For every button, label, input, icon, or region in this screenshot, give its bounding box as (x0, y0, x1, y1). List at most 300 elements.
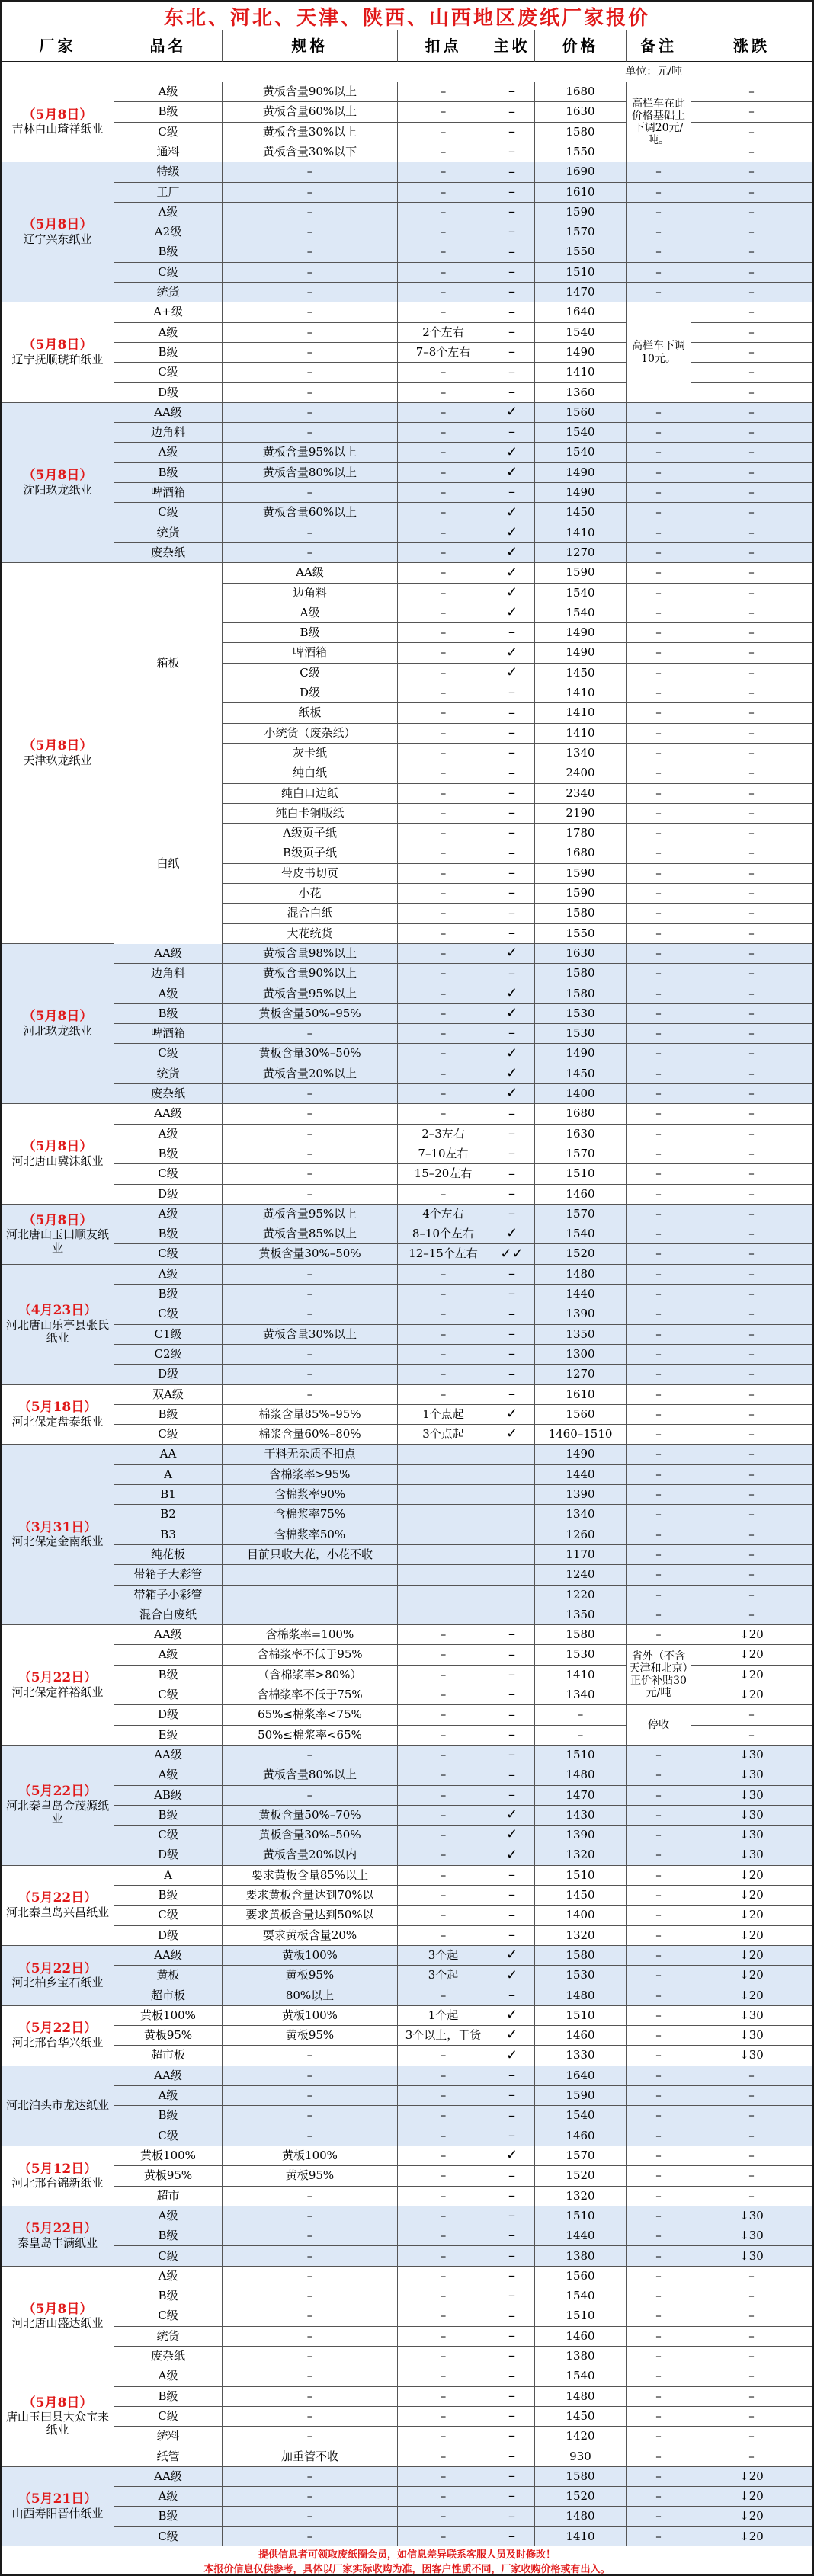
price-cell: 1540 (535, 423, 627, 443)
main-cell: ✓ (489, 403, 535, 423)
change-cell: – (691, 1365, 812, 1384)
item-cell: C级 (114, 1826, 223, 1845)
deduct-cell: – (398, 2086, 489, 2106)
main-cell: – (489, 1685, 535, 1705)
main-cell: – (489, 1345, 535, 1365)
note-cell: – (627, 2006, 691, 2026)
deduct-cell: – (398, 2106, 489, 2126)
change-cell: – (691, 2306, 812, 2326)
deduct-cell: – (398, 203, 489, 222)
spec-cell: – (223, 483, 398, 503)
main-cell: – (489, 1986, 535, 2006)
change-cell: – (691, 1325, 812, 1345)
main-cell: – (489, 1265, 535, 1285)
spec-cell: 黄板含量30%以下 (223, 142, 398, 162)
note-cell: – (627, 884, 691, 904)
main-cell: – (489, 2066, 535, 2086)
note-cell: – (627, 283, 691, 302)
change-cell: – (691, 1726, 812, 1746)
price-cell: 1570 (535, 2146, 627, 2166)
price-cell: 1490 (535, 643, 627, 663)
change-cell: – (691, 2427, 812, 2446)
note-cell: – (627, 744, 691, 763)
price-cell: 1560 (535, 2267, 627, 2286)
price-cell: 1540 (535, 2366, 627, 2386)
main-cell: – (489, 363, 535, 382)
item-cell: AA级 (114, 1625, 223, 1645)
deduct-cell: – (398, 603, 489, 623)
deduct-cell: – (398, 1345, 489, 1365)
spec-cell: 65%≤棉浆率<75% (223, 1705, 398, 1725)
change-cell: – (691, 2407, 812, 2427)
main-cell: – (489, 2507, 535, 2526)
deduct-cell: – (398, 403, 489, 423)
deduct-cell: – (398, 1004, 489, 1024)
price-date: （5月8日） (22, 468, 93, 484)
main-cell: – (489, 1926, 535, 1946)
change-cell: – (691, 1084, 812, 1104)
note-cell: – (627, 1485, 691, 1505)
deduct-cell: – (398, 744, 489, 763)
deduct-cell: – (398, 724, 489, 744)
spec-cell: – (223, 2267, 398, 2286)
spec-cell: 要求黄板含量85%以上 (223, 1866, 398, 1886)
change-cell: – (691, 1586, 812, 1605)
company-cell (2, 302, 114, 403)
deduct-cell: – (398, 904, 489, 923)
price-cell: 1530 (535, 1024, 627, 1044)
note-cell: 省外（不含天津和北京）正价补贴30元/吨 (627, 1645, 691, 1705)
item-cell: A级 (114, 1125, 223, 1144)
price-cell: 1450 (535, 664, 627, 683)
change-cell: ↓20 (691, 1625, 812, 1645)
price-cell: 1240 (535, 1565, 627, 1585)
price-cell: 1510 (535, 2006, 627, 2026)
price-cell: 1780 (535, 824, 627, 843)
main-cell: – (489, 703, 535, 723)
main-cell: ✓ (489, 1044, 535, 1064)
deduct-cell (398, 1445, 489, 1464)
price-cell: 1630 (535, 944, 627, 964)
note-cell: – (627, 1345, 691, 1365)
price-cell: 1680 (535, 1104, 627, 1124)
deduct-cell: – (398, 2166, 489, 2186)
price-cell: 1640 (535, 302, 627, 322)
main-cell (489, 1485, 535, 1505)
deduct-cell: – (398, 1625, 489, 1645)
deduct-cell (398, 1485, 489, 1505)
price-cell: 1540 (535, 603, 627, 623)
price-cell: 1390 (535, 1304, 627, 1324)
note-cell: – (627, 643, 691, 663)
price-cell: 1300 (535, 1345, 627, 1365)
main-cell: ✓ (489, 463, 535, 483)
note-cell: – (627, 1205, 691, 1224)
item-cell: A级 (114, 2086, 223, 2106)
note-cell: – (627, 1786, 691, 1806)
price-cell: 1350 (535, 1325, 627, 1345)
price-cell: 1680 (535, 82, 627, 102)
spec-cell: 黄板95% (223, 2026, 398, 2046)
item-cell: 统货 (114, 283, 223, 302)
change-cell: ↓30 (691, 2046, 812, 2066)
note-cell: – (627, 543, 691, 563)
deduct-cell: – (398, 463, 489, 483)
deduct-cell: 3个起 (398, 1966, 489, 1986)
item-cell: D级 (114, 383, 223, 403)
change-cell: ↓30 (691, 2006, 812, 2026)
main-cell: – (489, 2527, 535, 2547)
price-cell: 1450 (535, 503, 627, 523)
deduct-cell: – (398, 1826, 489, 1845)
item-cell: AA级 (223, 563, 398, 583)
price-date: （5月8日） (22, 338, 93, 354)
main-cell: – (489, 1365, 535, 1384)
header-main: 主收 (489, 30, 535, 62)
item-cell: B级 (223, 623, 398, 643)
deduct-cell: 12–15个左右 (398, 1244, 489, 1264)
deduct-cell: – (398, 483, 489, 503)
change-cell: – (691, 283, 812, 302)
change-cell: – (691, 1004, 812, 1024)
main-cell: – (489, 2366, 535, 2386)
spec-cell: – (223, 1746, 398, 1765)
spec-cell: 黄板100% (223, 1946, 398, 1966)
change-cell: – (691, 563, 812, 583)
change-cell: – (691, 864, 812, 884)
change-cell: ↓30 (691, 2026, 812, 2046)
price-cell: 930 (535, 2446, 627, 2466)
spec-cell: 黄板含量80%以上 (223, 1765, 398, 1785)
note-cell: – (627, 824, 691, 843)
change-cell: – (691, 1705, 812, 1725)
deduct-cell: – (398, 924, 489, 944)
deduct-cell (398, 1505, 489, 1525)
item-cell: B级 (114, 2507, 223, 2526)
change-cell: ↓20 (691, 1866, 812, 1886)
item-cell: B级 (114, 242, 223, 262)
change-cell: – (691, 463, 812, 483)
company-cell (2, 82, 114, 162)
price-cell: 1520 (535, 2166, 627, 2186)
price-cell: 1540 (535, 1224, 627, 1244)
deduct-cell: – (398, 1044, 489, 1064)
item-cell: A级 (114, 323, 223, 343)
price-cell: 1410 (535, 2527, 627, 2547)
deduct-cell (398, 1465, 489, 1485)
company-cell (2, 1445, 114, 1625)
main-cell: – (489, 724, 535, 744)
company-cell (2, 1385, 114, 1445)
spec-cell: 黄板含量30%–50% (223, 1044, 398, 1064)
change-cell: – (691, 142, 812, 162)
item-cell: 边角料 (114, 423, 223, 443)
main-cell: – (489, 763, 535, 783)
change-cell: – (691, 703, 812, 723)
deduct-cell: – (398, 1024, 489, 1044)
deduct-cell: – (398, 1886, 489, 1906)
note-cell: – (627, 1024, 691, 1044)
note-cell: – (627, 2306, 691, 2326)
item-cell: C1级 (114, 1325, 223, 1345)
price-cell: 1480 (535, 2387, 627, 2407)
note-cell: – (627, 2246, 691, 2266)
note-cell: – (627, 664, 691, 683)
spec-cell: – (223, 2126, 398, 2146)
spec-cell: – (223, 1786, 398, 1806)
change-cell: – (691, 383, 812, 403)
item-cell: A级 (114, 443, 223, 462)
spec-cell: 干料无杂质不扣点 (223, 1445, 398, 1464)
deduct-cell: 4个左右 (398, 1205, 489, 1224)
deduct-cell: – (398, 2327, 489, 2347)
deduct-cell: – (398, 1786, 489, 1806)
deduct-cell: – (398, 443, 489, 462)
item-cell: 纯白纸 (223, 763, 398, 783)
note-cell: – (627, 724, 691, 744)
main-cell: ✓ (489, 2046, 535, 2066)
note-cell: – (627, 2487, 691, 2507)
note-cell: – (627, 2066, 691, 2086)
main-cell: ✓ (489, 1826, 535, 1845)
note-cell: – (627, 924, 691, 944)
spec-cell: – (223, 302, 398, 322)
spec-cell: – (223, 2226, 398, 2246)
main-cell: – (489, 2487, 535, 2507)
item-cell: B级 (114, 1144, 223, 1164)
item-cell: B级 (114, 1806, 223, 1826)
company-cell (2, 944, 114, 1104)
deduct-cell: – (398, 383, 489, 403)
item-cell: A级 (114, 82, 223, 102)
price-cell: 1590 (535, 203, 627, 222)
item-cell: 黄板100% (114, 2146, 223, 2166)
deduct-cell: – (398, 2407, 489, 2427)
price-cell: 1570 (535, 1205, 627, 1224)
price-cell: 1540 (535, 2286, 627, 2306)
spec-cell: 黄板含量90%以上 (223, 964, 398, 984)
item-cell: A级 (114, 1265, 223, 1285)
change-cell: – (691, 1044, 812, 1064)
spec-cell: – (223, 1304, 398, 1324)
main-cell: – (489, 1125, 535, 1144)
change-cell: – (691, 1024, 812, 1044)
item-cell: B级 (114, 2387, 223, 2407)
note-cell: – (627, 1064, 691, 1084)
price-cell: 1580 (535, 984, 627, 1004)
price-cell: 1590 (535, 563, 627, 583)
category-cell: 白纸 (114, 763, 223, 964)
spec-cell: – (223, 183, 398, 203)
price-cell: 1410 (535, 363, 627, 382)
item-cell: B级 (114, 1285, 223, 1304)
change-cell: – (691, 1265, 812, 1285)
main-cell: ✓ (489, 1845, 535, 1865)
note-cell: – (627, 1405, 691, 1425)
company-name: 秦皇岛丰满纸业 (17, 2235, 98, 2250)
item-cell: 大花统货 (223, 924, 398, 944)
deduct-cell: – (398, 1666, 489, 1685)
item-cell: 超市板 (114, 2046, 223, 2066)
change-cell: – (691, 744, 812, 763)
main-cell: ✓ (489, 1224, 535, 1244)
spec-cell: 含棉浆率不低于95% (223, 1645, 398, 1665)
item-cell: B3 (114, 1525, 223, 1545)
item-cell: A级 (114, 2206, 223, 2226)
spec-cell: – (223, 1024, 398, 1044)
price-cell: 1580 (535, 1625, 627, 1645)
deduct-cell (398, 1545, 489, 1565)
price-cell: 1540 (535, 584, 627, 603)
main-cell: – (489, 383, 535, 403)
note-cell: – (627, 503, 691, 523)
change-cell: – (691, 443, 812, 462)
main-cell: – (489, 1906, 535, 1925)
price-cell: 1520 (535, 1244, 627, 1264)
company-cell (2, 2066, 114, 2146)
price-cell: 1340 (535, 1685, 627, 1705)
item-cell: B级 (114, 1666, 223, 1685)
change-cell: ↓20 (691, 1685, 812, 1705)
note-cell: – (627, 1986, 691, 2006)
note-cell: 高栏车在此价格基础上下调20元/吨。 (627, 82, 691, 162)
main-cell: ✓ (489, 584, 535, 603)
change-cell: – (691, 664, 812, 683)
deduct-cell: – (398, 183, 489, 203)
item-cell: 纸板 (223, 703, 398, 723)
deduct-cell: – (398, 2146, 489, 2166)
item-cell: 混合白废纸 (114, 1605, 223, 1625)
header-deduct: 扣点 (398, 30, 489, 62)
spec-cell: – (223, 2487, 398, 2507)
deduct-cell: – (398, 884, 489, 904)
change-cell: – (691, 1164, 812, 1184)
price-cell: 1540 (535, 323, 627, 343)
main-cell: – (489, 623, 535, 643)
change-cell: – (691, 1064, 812, 1084)
price-cell: 1610 (535, 183, 627, 203)
item-cell: C级 (114, 2306, 223, 2326)
deduct-cell: – (398, 1385, 489, 1405)
change-cell: – (691, 343, 812, 363)
price-cell: 1440 (535, 1465, 627, 1485)
main-cell: – (489, 744, 535, 763)
note-cell: – (627, 1304, 691, 1324)
price-cell: 1490 (535, 463, 627, 483)
spec-cell: 黄板含量95%以上 (223, 1205, 398, 1224)
change-cell: – (691, 363, 812, 382)
change-cell: – (691, 683, 812, 703)
main-cell (489, 1565, 535, 1585)
change-cell: – (691, 623, 812, 643)
change-cell: – (691, 1445, 812, 1464)
main-cell (489, 1445, 535, 1464)
header-spec: 规格 (223, 30, 398, 62)
price-cell: 1360 (535, 383, 627, 403)
main-cell: – (489, 1285, 535, 1304)
note-cell: – (627, 2206, 691, 2226)
change-cell: – (691, 944, 812, 964)
change-cell: ↓30 (691, 1806, 812, 1826)
note-cell: – (627, 703, 691, 723)
note-cell: – (627, 1886, 691, 1906)
note-cell: – (627, 1906, 691, 1925)
deduct-cell: – (398, 2187, 489, 2206)
item-cell: B1 (114, 1485, 223, 1505)
company-name: 沈阳玖龙纸业 (23, 482, 92, 497)
price-cell: 1320 (535, 1845, 627, 1865)
change-cell: – (691, 1405, 812, 1425)
item-cell: C级 (114, 123, 223, 142)
main-cell: – (489, 784, 535, 804)
price-cell: 1510 (535, 2306, 627, 2326)
item-cell: A+级 (114, 302, 223, 322)
item-cell: D级 (114, 1705, 223, 1725)
main-cell: ✓ (489, 563, 535, 583)
spec-cell: 加重管不收 (223, 2446, 398, 2466)
price-cell: 1480 (535, 1265, 627, 1285)
change-cell: ↓30 (691, 1826, 812, 1845)
item-cell: AA级 (114, 1946, 223, 1966)
item-cell: AA (114, 1445, 223, 1464)
spec-cell: 黄板含量85%以上 (223, 1224, 398, 1244)
note-cell: – (627, 1425, 691, 1445)
company-name: 天津玖龙纸业 (23, 753, 92, 767)
change-cell: – (691, 2286, 812, 2306)
spec-cell: 含棉浆率>95% (223, 1465, 398, 1485)
spec-cell: – (223, 423, 398, 443)
change-cell: – (691, 2126, 812, 2146)
main-cell: – (489, 183, 535, 203)
change-cell: – (691, 584, 812, 603)
change-cell: – (691, 884, 812, 904)
item-cell: 带皮书切页 (223, 864, 398, 884)
note-cell: – (627, 443, 691, 462)
price-cell: 1470 (535, 283, 627, 302)
spec-cell: 黄板含量50%–95% (223, 1004, 398, 1024)
item-cell: 统货 (114, 523, 223, 543)
spec-cell: 50%≤棉浆率<65% (223, 1726, 398, 1746)
spec-cell: – (223, 1084, 398, 1104)
item-cell: 灰卡纸 (223, 744, 398, 763)
change-cell: – (691, 503, 812, 523)
deduct-cell: – (398, 1285, 489, 1304)
main-cell (489, 1586, 535, 1605)
change-cell: – (691, 603, 812, 623)
company-name: 河北唐山盛达纸业 (11, 2316, 104, 2331)
note-cell: – (627, 1926, 691, 1946)
main-cell: – (489, 1024, 535, 1044)
main-cell: ✓ (489, 1405, 535, 1425)
change-cell: – (691, 222, 812, 242)
spec-cell: 含棉浆率50% (223, 1525, 398, 1545)
note-cell: – (627, 584, 691, 603)
deduct-cell: – (398, 1866, 489, 1886)
company-cell (2, 1205, 114, 1265)
change-cell: – (691, 323, 812, 343)
price-cell: 1550 (535, 924, 627, 944)
note-cell: – (627, 1445, 691, 1464)
main-cell (489, 1545, 535, 1565)
spec-cell: – (223, 2246, 398, 2266)
price-cell: 1340 (535, 744, 627, 763)
price-cell: 1260 (535, 1525, 627, 1545)
note-cell: – (627, 183, 691, 203)
spec-cell: – (223, 2387, 398, 2407)
main-cell: – (489, 2286, 535, 2306)
price-cell: 1170 (535, 1545, 627, 1565)
spec-cell: – (223, 383, 398, 403)
